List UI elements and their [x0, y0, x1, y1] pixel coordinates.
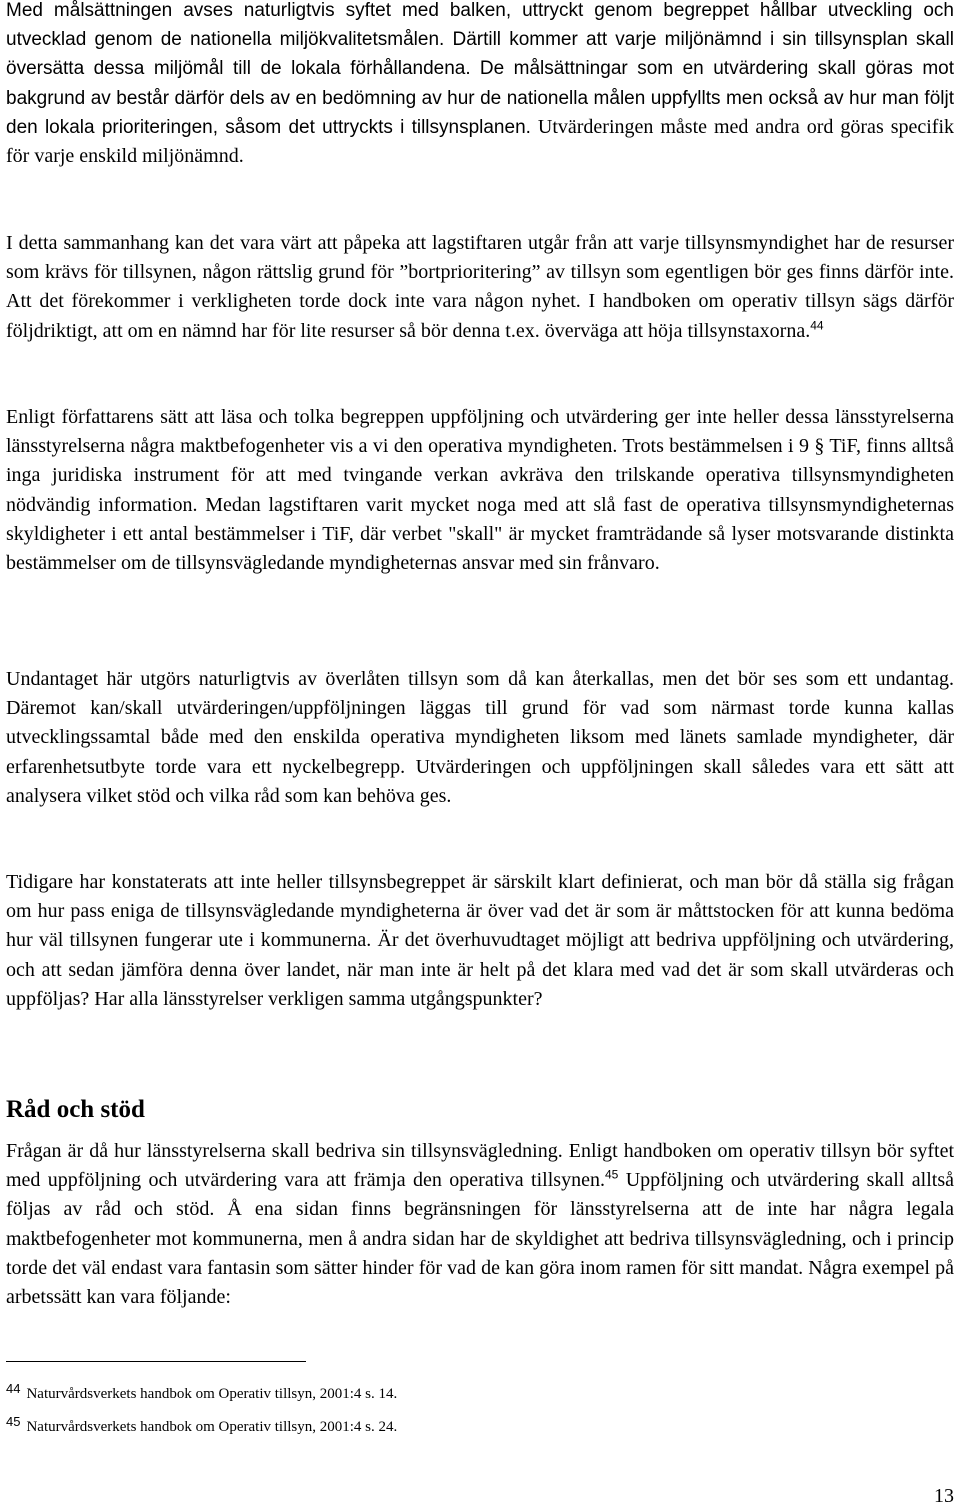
- paragraph-1-serif-text: Utvärderingen måste med andra ord göras specifik för varje enskild miljönämnd.: [6, 115, 954, 168]
- footnote-45: [6, 1414, 398, 1436]
- paragraph-5-text: Tidigare har konstaterats att inte heller tillsynsbegreppet är särskilt klart definierat, och man bör då ställa sig frågan om hur pass eniga de tillsynsvägledande myndigheterna är över vad det är som är måttstocken för att kunna bedöma hur väl tillsynen fungerar ute i kommunerna. Är det överhuvudtaget möjligt att bedriva uppföljning och utvärdering, och att sedan jämföra denna över landet, när man inte är helt på det klara med vad det är som skall utvärderas och uppföljas? Har alla länsstyrelser verkligen samma utgångspunkter?: [6, 871, 954, 1010]
- footnote-ref-44[interactable]: 44: [810, 317, 824, 332]
- paragraph-6-text: Frågan är då hur länsstyrelserna skall bedriva sin tillsynsvägledning. Enligt handboken om operativ tillsyn bör syftet med uppföljning och utvärdering vara att främja den operativa tillsynen.: [6, 1140, 954, 1192]
- paragraph-1-sans-text-b: De målsättningar som en utvärdering skall göras mot bakgrund av består därför dels av en bedömning av hur de nationella målen uppfyllts men också av hur man följt den lokala prioriteringen, såsom det uttryckts i tillsynsplanen.: [6, 58, 954, 138]
- paragraph-6-text-b: Uppföljning och utvärdering skall alltså följas av råd och stöd. Å ena sidan finns begränsningen för länsstyrelserna att de inte har några legala maktbefogenheter mot kommunerna, men å andra sidan har de skyldighet att bedriva tillsynsvägledning, och i princip torde det väl endast vara fantasin som sätter hinder för vad de kan göra inom ramen för sitt mandat. Några exempel på arbetssätt kan vara följande:: [6, 1169, 954, 1309]
- footnote-separator: [6, 1361, 306, 1362]
- paragraph-1-sans-text: Med målsättningen avses naturligtvis syftet med balken, uttryckt genom begreppet hållbar utveckling och utvecklad genom de nationella miljökvalitetsmålen. Därtill kommer att varje miljönämnd i sin tillsynsplan skall översätta dessa miljömål till de lokala förhållandena.: [6, 0, 954, 80]
- paragraph-3: [6, 403, 954, 578]
- paragraph-4: [6, 665, 954, 811]
- paragraph-6: [6, 1137, 954, 1312]
- paragraph-3-text: Enligt författarens sätt att läsa och tolka begreppen uppföljning och utvärdering ger inte heller dessa länsstyrelserna länsstyrelserna några maktbefogenheter vis a vi den operativa myndigheten. Trots bestämmelsen i 9 § TiF, finns alltså inga juridiska instrument för att med tvingande verkan avkräva den trilskande operativa tillsynsmyndigheten nödvändig information. Medan lagstiftaren varit mycket noga med att slå fast de operativa tillsynsmyndigheternas skyldigheter i ett antal bestämmelser i TiF, där verbet "skall" är mycket framträdande så lyser motsvarande distinkta bestämmelser om de tillsynsvägledande myndigheternas ansvar med sin frånvaro.: [6, 406, 954, 575]
- footnote-number: 45: [6, 1414, 21, 1429]
- section-heading: Råd och stöd: [6, 1096, 145, 1123]
- paragraph-5: [6, 868, 954, 1014]
- paragraph-2-text: I detta sammanhang kan det vara värt att påpeka att lagstiftaren utgår från att varje tillsynsmyndighet har de resurser som krävs för tillsynen, någon rättslig grund för ”bortprioritering” av tillsyn som egentligen bör ges finns därför inte. Att det förekommer i verkligheten torde dock inte vara någon nyhet. I handboken om operativ tillsyn sägs därför följdriktigt, att om en nämnd har för lite resurser så bör denna t.ex. överväga att höja tillsynstaxorna.: [6, 232, 954, 342]
- footnote-text: Naturvårdsverkets handbok om Operativ tillsyn, 2001:4 s. 24.: [26, 1419, 398, 1435]
- footnote-44: [6, 1381, 398, 1403]
- paragraph-1: [6, 0, 954, 171]
- paragraph-2: [6, 229, 954, 346]
- footnote-ref-45[interactable]: 45: [604, 1167, 619, 1182]
- page-number: 13: [934, 1485, 954, 1507]
- paragraph-4-text: Undantaget här utgörs naturligtvis av överlåten tillsyn som då kan återkallas, men det bör ses som ett undantag. Däremot kan/skall utvärderingen/uppföljningen läggas till grund för vad som närmast torde kunna kallas utvecklingssamtal både med den enskilda operativa myndigheten liksom med länets samlade myndigheter, där erfarenhetsutbyte torde vara ett nyckelbegrepp. Utvärderingen och uppföljningen skall således vara ett sätt att analysera vilket stöd och vilka råd som kan behöva ges.: [6, 668, 954, 807]
- footnote-number: 44: [6, 1381, 21, 1396]
- footnote-text: Naturvårdsverkets handbok om Operativ tillsyn, 2001:4 s. 14.: [26, 1386, 398, 1402]
